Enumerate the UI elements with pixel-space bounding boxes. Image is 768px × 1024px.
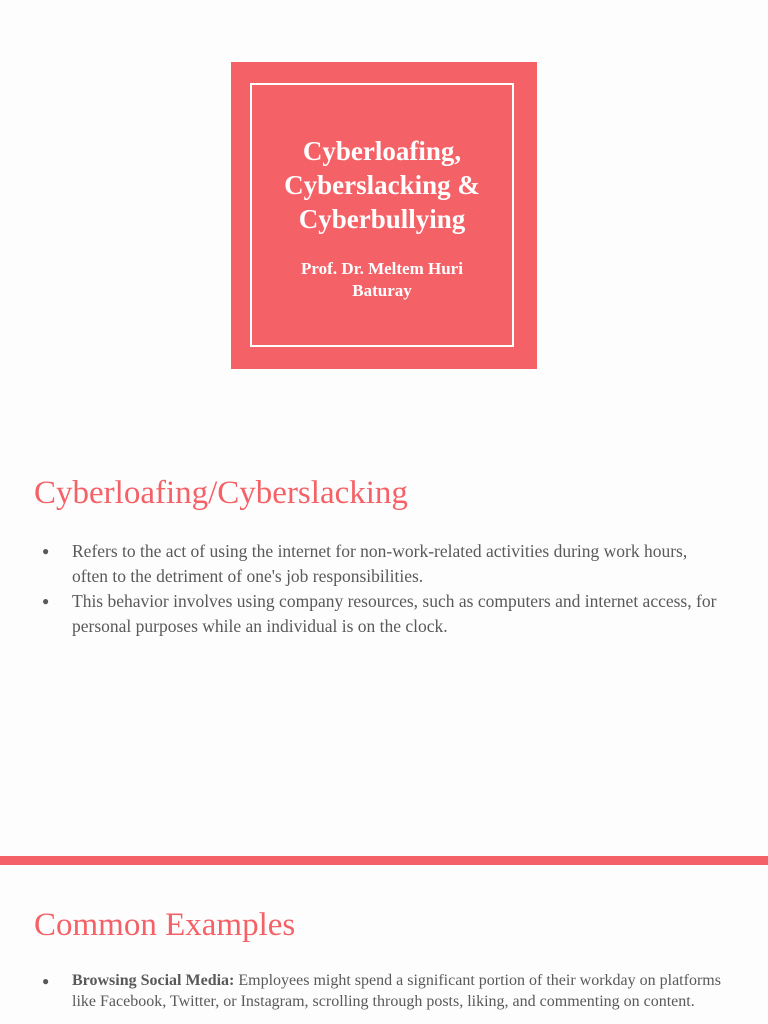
bullet-dot-icon: ● bbox=[42, 544, 50, 558]
list-item bbox=[38, 589, 718, 639]
title-line: Cyberloafing, bbox=[302, 136, 462, 166]
bullet-text: Refers to the act of using the internet for non-work-related activities during work hours, often to the detriment of one's job responsibilities. bbox=[72, 541, 688, 586]
list-item bbox=[38, 539, 718, 589]
title-line: Cyberbullying bbox=[298, 204, 466, 234]
title-slide bbox=[0, 0, 768, 424]
title-card bbox=[231, 62, 537, 369]
presentation-title bbox=[274, 134, 490, 236]
slide-heading: Common Examples bbox=[34, 907, 296, 943]
bullet-list bbox=[38, 971, 728, 1012]
examples-slide bbox=[0, 865, 768, 1024]
bullet-dot-icon: ● bbox=[42, 594, 50, 608]
title-line: Cyberslacking & bbox=[284, 170, 480, 200]
bullet-dot-icon: ● bbox=[42, 974, 50, 988]
slide-heading: Cyberloafing/Cyberslacking bbox=[34, 475, 408, 511]
bullet-label: Browsing Social Media: bbox=[72, 972, 235, 989]
author-name: Prof. Dr. Meltem Huri Baturay bbox=[301, 259, 463, 300]
title-card-frame bbox=[250, 83, 514, 347]
bullet-text: Employees might spend a significant portion of their workday on platforms like Facebook, Twitter, or Instagram, scrolling through posts, liking, and commenting on content. bbox=[72, 972, 721, 1010]
definition-slide bbox=[0, 424, 768, 856]
list-item bbox=[38, 971, 728, 1012]
slide-divider bbox=[0, 856, 768, 865]
bullet-text: This behavior involves using company resources, such as computers and internet access, for personal purposes while an individual is on the clock. bbox=[72, 591, 717, 636]
bullet-list bbox=[38, 539, 718, 639]
